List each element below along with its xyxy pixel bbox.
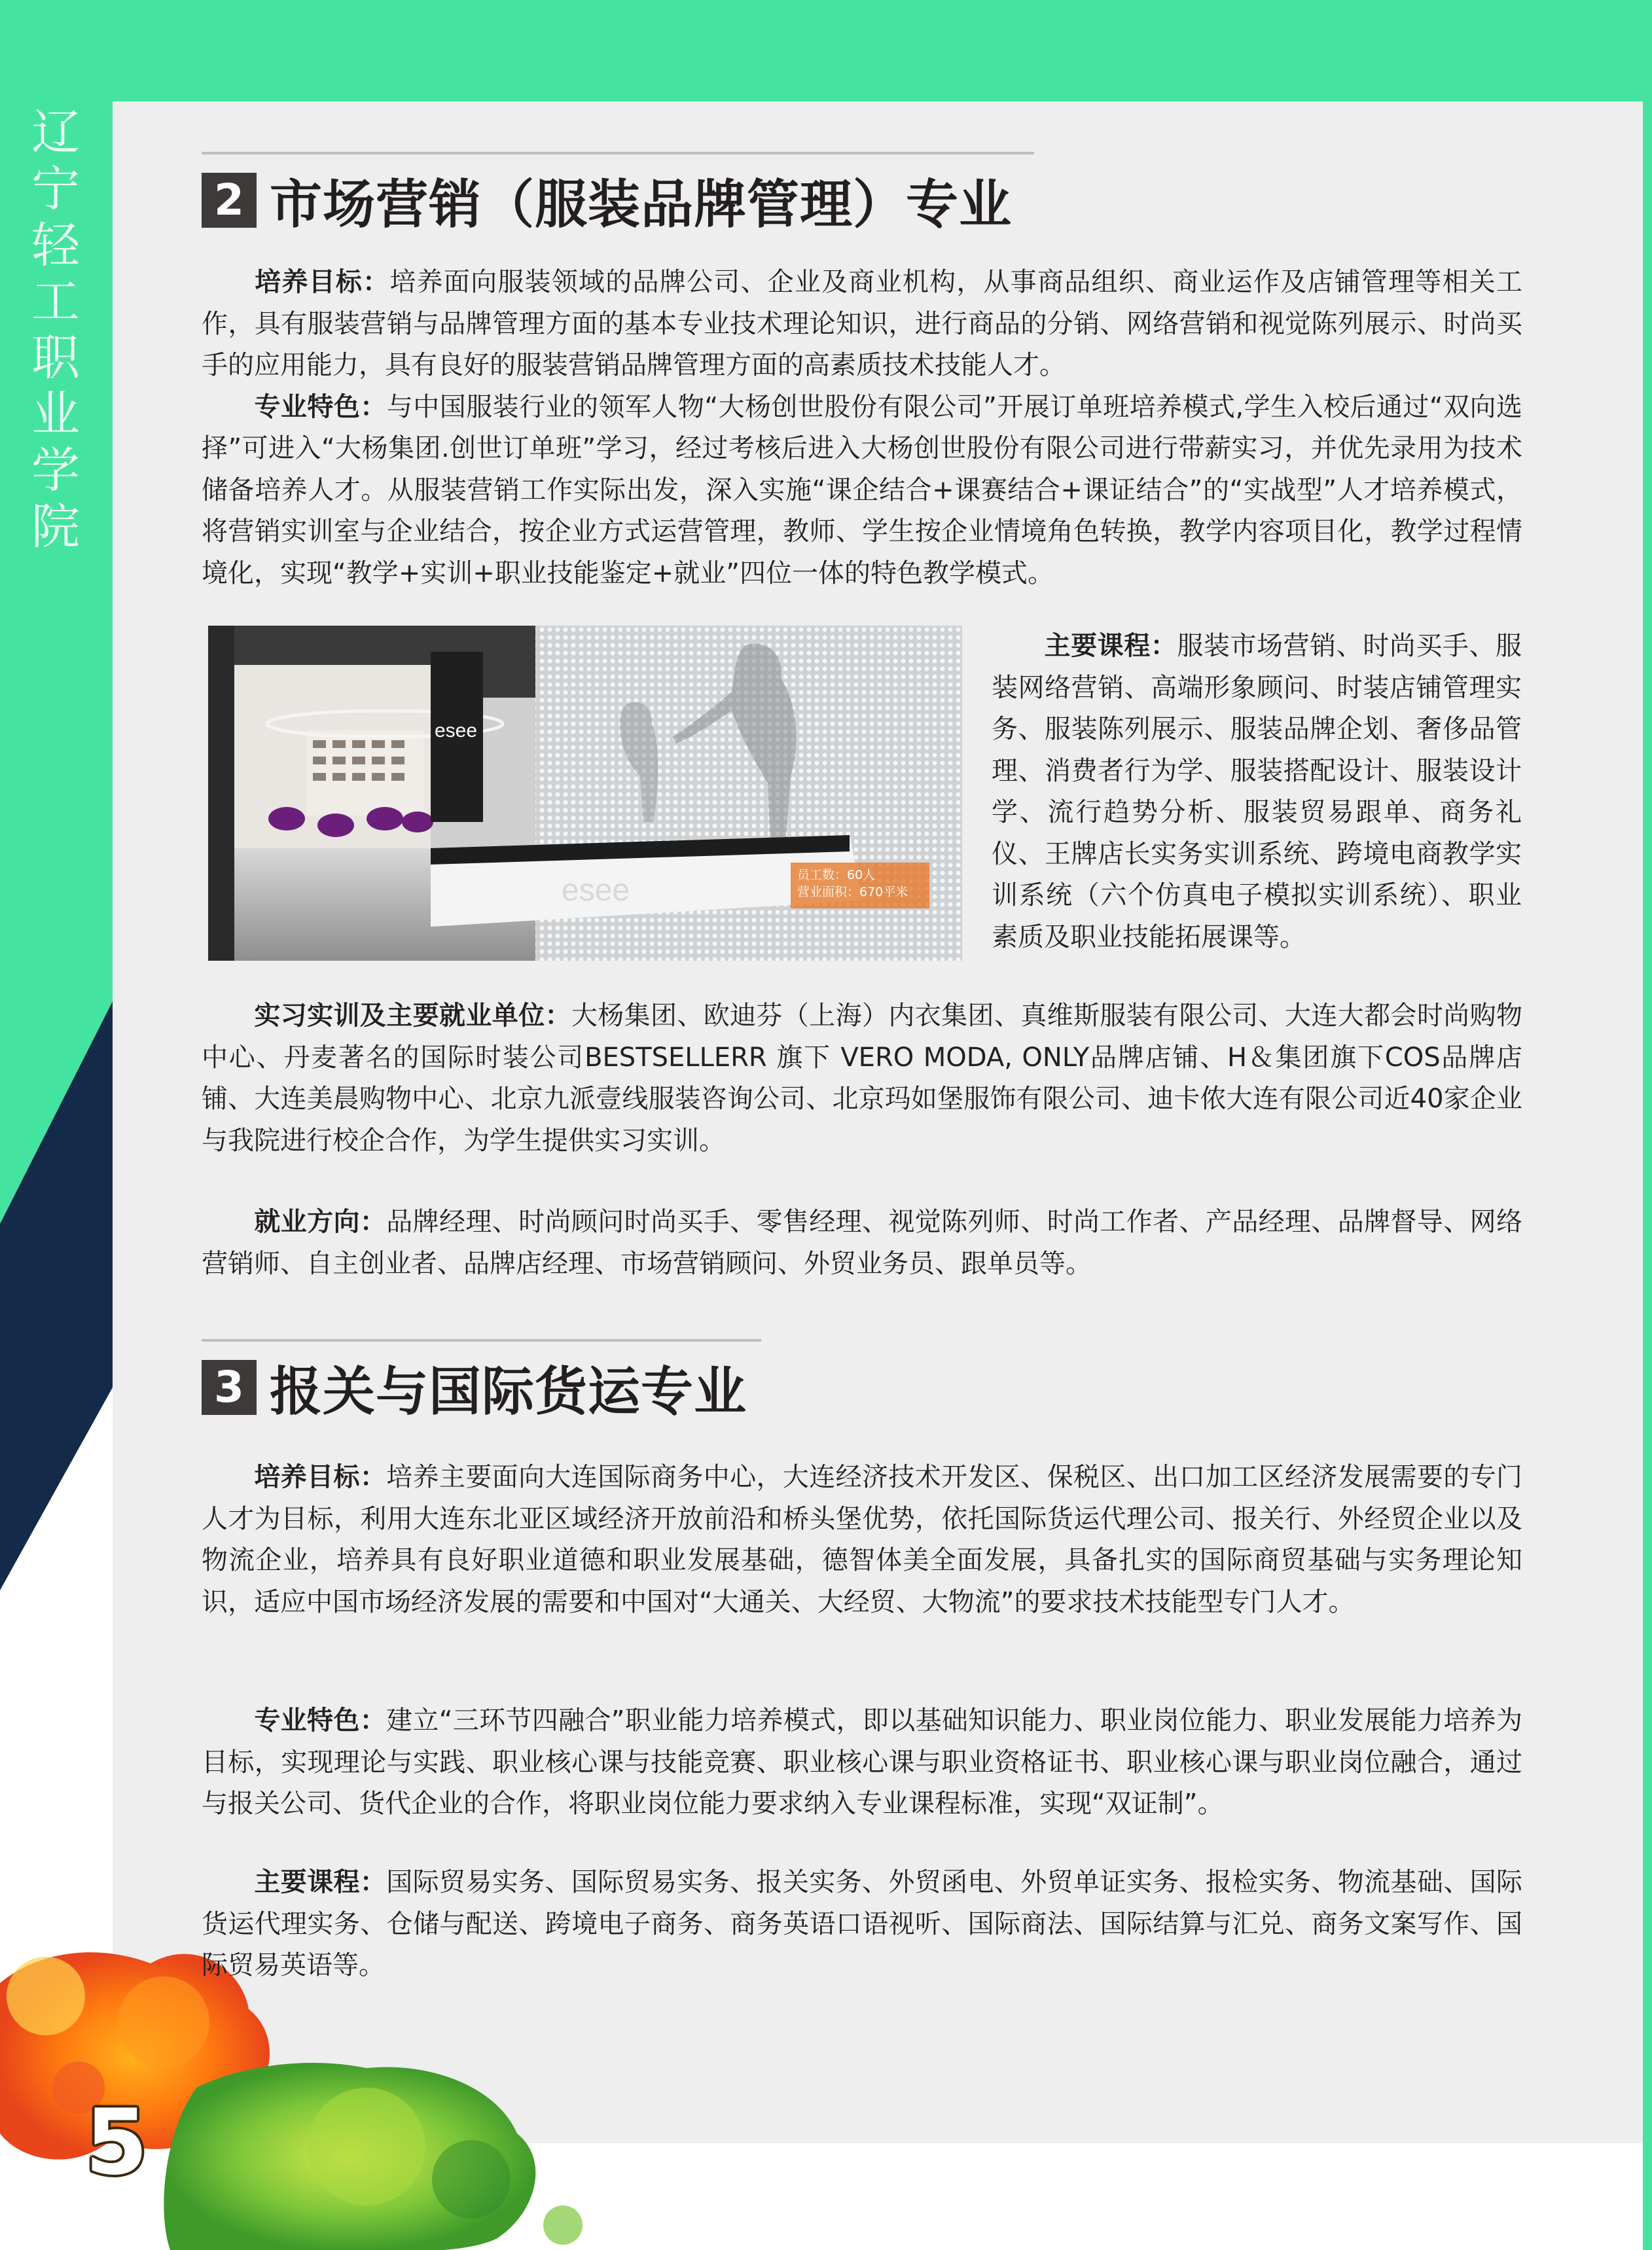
internship-paragraph: [202, 995, 1522, 1162]
school-name-char: 业: [31, 386, 80, 442]
feature-label: 专业特色：: [254, 1705, 387, 1736]
jobs-paragraph: [202, 1202, 1522, 1285]
feature-paragraph: [202, 387, 1522, 595]
page-number: 5: [85, 2090, 149, 2195]
section-2-heading: [202, 162, 1012, 238]
top-green-band: [0, 0, 1652, 101]
section-title: 报关与国际货运专业: [270, 1361, 747, 1422]
goal-text: 培养面向服装领域的品牌公司、企业及商业机构，从事商品组织、商业运作及店铺管理等相关工作，具有服装营销与品牌管理方面的基本专业技术理论知识，进行商品的分销、网络营销和视觉陈列展示、时尚买手的应用能力，具有良好的服装营销品牌管理方面的高素质技术技能人才。: [202, 267, 1523, 380]
school-name-vertical: [26, 105, 85, 555]
heading-rule: [202, 152, 1034, 154]
goal-paragraph: [202, 262, 1522, 387]
goal-label: 培养目标：: [254, 1462, 387, 1492]
courses-label: 主要课程：: [1044, 631, 1177, 661]
school-name-char: 工: [31, 274, 80, 330]
jobs-label: 就业方向：: [254, 1207, 387, 1237]
section-3-heading: [202, 1349, 747, 1425]
courses-paragraph: [992, 626, 1522, 958]
feature-text: 与中国服装行业的领军人物“大杨创世股份有限公司”开展订单班培养模式,学生入校后通过“双向选择”可进入“大杨集团.创世订单班”学习，经过考核后进入大杨创世股份有限公司进行带薪实习，并优先录用为技术储备培养人才。从服装营销工作实际出发，深入实施“课企结合+课赛结合+课证结合”的“实战型”人才培养模式，将营销实训室与企业结合，按企业方式运营管理，教师、学生按企业情境角色转换，教学内容项目化，教学过程情境化，实现“教学+实训+职业技能鉴定+就业”四位一体的特色教学模式。: [202, 391, 1522, 588]
store-photo-illustration: [208, 626, 962, 961]
esee-counter-logo: esee: [562, 873, 630, 908]
section-3-goal-paragraph: [202, 1457, 1522, 1623]
feature-text: 建立“三环节四融合”职业能力培养模式，即以基础知识能力、职业岗位能力、职业发展能力培养为目标，实现理论与实践、职业核心课与技能竞赛、职业核心课与职业资格证书、职业核心课与职业岗位融合，通过与报关公司、货代企业的合作，将职业岗位能力要求纳入专业课程标准，实现“双证制”。: [202, 1705, 1522, 1819]
section-number-badge: 3: [202, 1360, 257, 1415]
feature-label: 专业特色：: [254, 391, 387, 422]
internship-text: 大杨集团、欧迪芬（上海）内衣集团、真维斯服装有限公司、大连大都会时尚购物中心、丹麦著名的国际时装公司BESTSELLERR 旗下 VERO MODA, ONLY品牌店铺、H＆集团旗下COS品牌店铺、大连美晨购物中心、北京九派壹线服装咨询公司、北京玛如堡服饰有限公司、迪卡侬大连有限公司近40家企业与我院进行校企合作，为学生提供实习实训。: [202, 1001, 1522, 1156]
school-name-char: 轻: [31, 217, 80, 274]
section-3-feature-paragraph: [202, 1700, 1522, 1825]
section-2-goal-feature-paragraphs: [202, 262, 1522, 594]
jobs-text: 品牌经理、时尚顾问时尚买手、零售经理、视觉陈列师、时尚工作者、产品经理、品牌督导、网络营销师、自主创业者、品牌店经理、市场营销顾问、外贸业务员、跟单员等。: [202, 1207, 1522, 1279]
courses-text: 服装市场营销、时尚买手、服装网络营销、高端形象顾问、时装店铺管理实务、服装陈列展示、服装品牌企划、奢侈品管理、消费者行为学、服装搭配设计、服装设计学、流行趋势分析、服装贸易跟单、商务礼仪、王牌店长实务实训系统、跨境电商教学实训系统（六个仿真电子模拟实训系统）、职业素质及职业技能拓展课等。: [992, 631, 1522, 952]
school-name-char: 学: [31, 442, 80, 499]
section-number-badge: 2: [202, 173, 257, 228]
courses-label: 主要课程：: [254, 1867, 387, 1897]
school-name-char: 职: [31, 330, 80, 386]
esee-sign-text: esee: [435, 720, 478, 741]
school-name-char: 院: [31, 499, 80, 555]
right-green-edge: [1643, 0, 1652, 2250]
section-3-courses-paragraph: [202, 1862, 1522, 1987]
goal-label: 培养目标：: [254, 267, 390, 297]
store-interior-photo: [208, 626, 962, 961]
section-title: 市场营销（服装品牌管理）专业: [270, 174, 1012, 235]
goal-text: 培养主要面向大连国际商务中心，大连经济技术开发区、保税区、出口加工区经济发展需要的专门人才为目标，利用大连东北亚区域经济开放前沿和桥头堡优势，依托国际货运代理公司、报关行、外经贸企业以及物流企业，培养具有良好职业道德和职业发展基础，德智体美全面发展，具备扎实的国际商贸基础与实务理论知识，适应中国市场经济发展的需要和中国对“大通关、大经贸、大物流”的要求技术技能型专门人才。: [202, 1462, 1522, 1617]
school-name-char: 宁: [31, 161, 80, 217]
internship-label: 实习实训及主要就业单位：: [254, 1001, 571, 1031]
school-name-char: 辽: [31, 105, 80, 161]
courses-text: 国际贸易实务、国际贸易实务、报关实务、外贸函电、外贸单证实务、报检实务、物流基础、国际货运代理实务、仓储与配送、跨境电子商务、商务英语口语视听、国际商法、国际结算与汇兑、商务文案写作、国际贸易英语等。: [202, 1867, 1522, 1980]
store-info-overlay: [791, 863, 929, 908]
store-area: 营业面积：670平米: [797, 885, 908, 899]
staff-count: 员工数：60人: [797, 868, 876, 882]
heading-rule: [202, 1339, 761, 1342]
